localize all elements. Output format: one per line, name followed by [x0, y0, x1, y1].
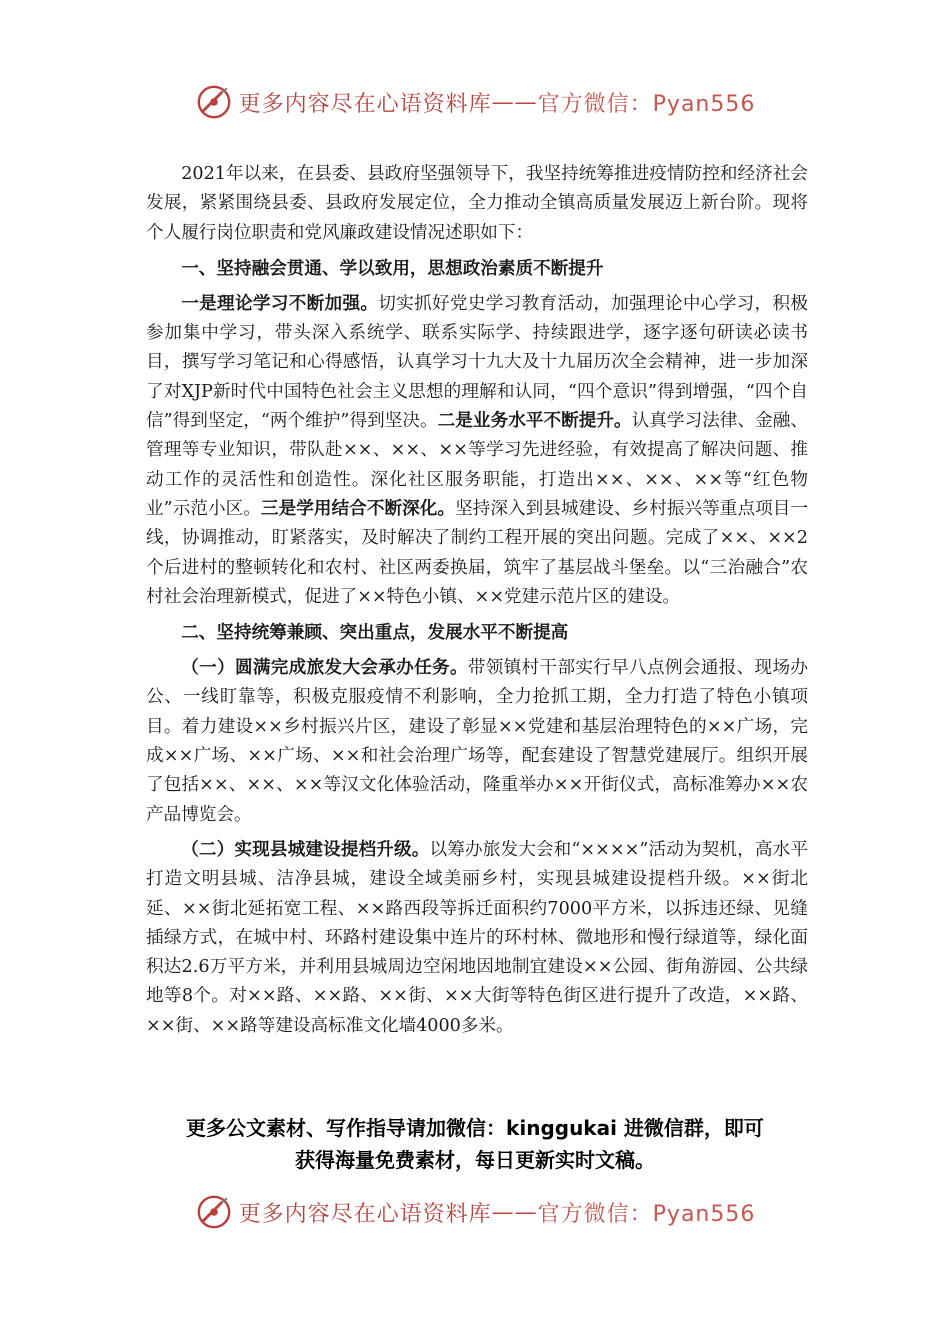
section2-sub1-text: 带领镇村干部实行早八点例会通报、现场办公、一线盯靠等，积极克服疫情不利影响，全力抢抓工期，全力打造了特色小镇项目。着力建设××乡村振兴片区，建设了彰显××党建和基层治理特色的××广场，完成××广场、××广场、××和社会治理广场等，配套建设了智慧党建展厅。组织开展了包括××、××、××等汉文化体验活动，隆重举办××开街仪式，高标准筹办××农产品博览会。	[146, 658, 808, 825]
section2-sub2-paragraph	[146, 836, 808, 1041]
section1-text1: 切实抓好党史学习教育活动，加强理论中心学习，积极参加集中学习，带头深入系统学、联系实际学、持续跟进学，逐字逐句研读必读书目，撰写学习笔记和心得感悟，认真学习十九大及十九届历次全会精神，进一步加深了对XJP新时代中国特色社会主义思想的理解和认同，“四个意识”得到增强，“四个自信”得到坚定，“两个维护”得到坚决。	[146, 293, 808, 432]
section2-sub2-text: 以筹办旅发大会和“××××”活动为契机，高水平打造文明县城、洁净县城，建设全域美丽乡村，实现县城建设提档升级。××街北延、××街北延拓宽工程、××路西段等拆迁面积约7000平方米，以拆违还绿、见缝插绿方式，在城中村、环路村建设集中连片的环村林、微地形和慢行绿道等，绿化面积达2.6万平方米，并利用县城周边空闲地因地制宜建设××公园、街角游园、公共绿地等8个。对××路、××路、××街、××大街等特色街区进行提升了改造，××路、××街、××路等建设高标准文化墙4000多米。	[146, 839, 808, 1036]
document-body	[146, 160, 808, 1047]
footer-wechat: 官方微信：Pyan556	[537, 1201, 756, 1227]
header-banner	[0, 82, 950, 122]
footer-site-name: 更多内容尽在心语资料库	[238, 1201, 492, 1227]
promo-line1: 更多公文素材、写作指导请加微信：kinggukai 进微信群，即可	[186, 1116, 764, 1140]
section1-lead1: 一是理论学习不断加强。	[181, 293, 379, 314]
intro-paragraph: 2021年以来，在县委、县政府坚强领导下，我坚持统筹推进疫情防控和经济社会发展，紧紧围绕县委、县政府发展定位，全力推动全镇高质量发展迈上新台阶。现将个人履行岗位职责和党风廉政建设情况述职如下：	[146, 164, 808, 243]
header-site-name: 更多内容尽在心语资料库	[238, 91, 492, 117]
section1-lead2: 二是业务水平不断提升。	[437, 411, 632, 432]
section1-text2: 认真学习法律、金融、管理等专业知识，带队赴××、××、××等学习先进经验，有效提高了解决问题、推动工作的灵活性和创造性。深化社区服务职能，打造出××、××、××等“红色物业”示范小区。	[146, 411, 808, 519]
pen-logo-icon	[195, 1193, 233, 1231]
header-wechat: 官方微信：Pyan556	[537, 91, 756, 117]
footer-banner	[0, 1192, 950, 1232]
section2-sub2-lead: （二）实现县城建设提档升级。	[181, 839, 430, 860]
section2-sub1-lead: （一）圆满完成旅发大会承办任务。	[181, 658, 468, 679]
promo-notice	[130, 1112, 820, 1176]
section1-paragraph	[146, 290, 808, 612]
footer-separator: ——	[491, 1199, 538, 1225]
section2-sub1-paragraph	[146, 654, 808, 830]
header-separator: ——	[491, 89, 538, 115]
section1-lead3: 三是学用结合不断深化。	[260, 498, 456, 519]
pen-logo-icon	[195, 83, 233, 121]
section1-text3: 坚持深入到县城建设、乡村振兴等重点项目一线，协调推动，盯紧落实，及时解决了制约工程开展的突出问题。完成了××、××2个后进村的整顿转化和农村、社区两委换届，筑牢了基层战斗堡垒。以“三治融合”农村社会治理新模式，促进了××特色小镇、××党建示范片区的建设。	[146, 498, 808, 607]
section1-heading: 一、坚持融会贯通、学以致用，思想政治素质不断提升	[181, 258, 604, 279]
section2-heading: 二、坚持统筹兼顾、突出重点，发展水平不断提高	[181, 623, 569, 644]
promo-line2: 获得海量免费素材，每日更新实时文稿。	[295, 1148, 655, 1172]
